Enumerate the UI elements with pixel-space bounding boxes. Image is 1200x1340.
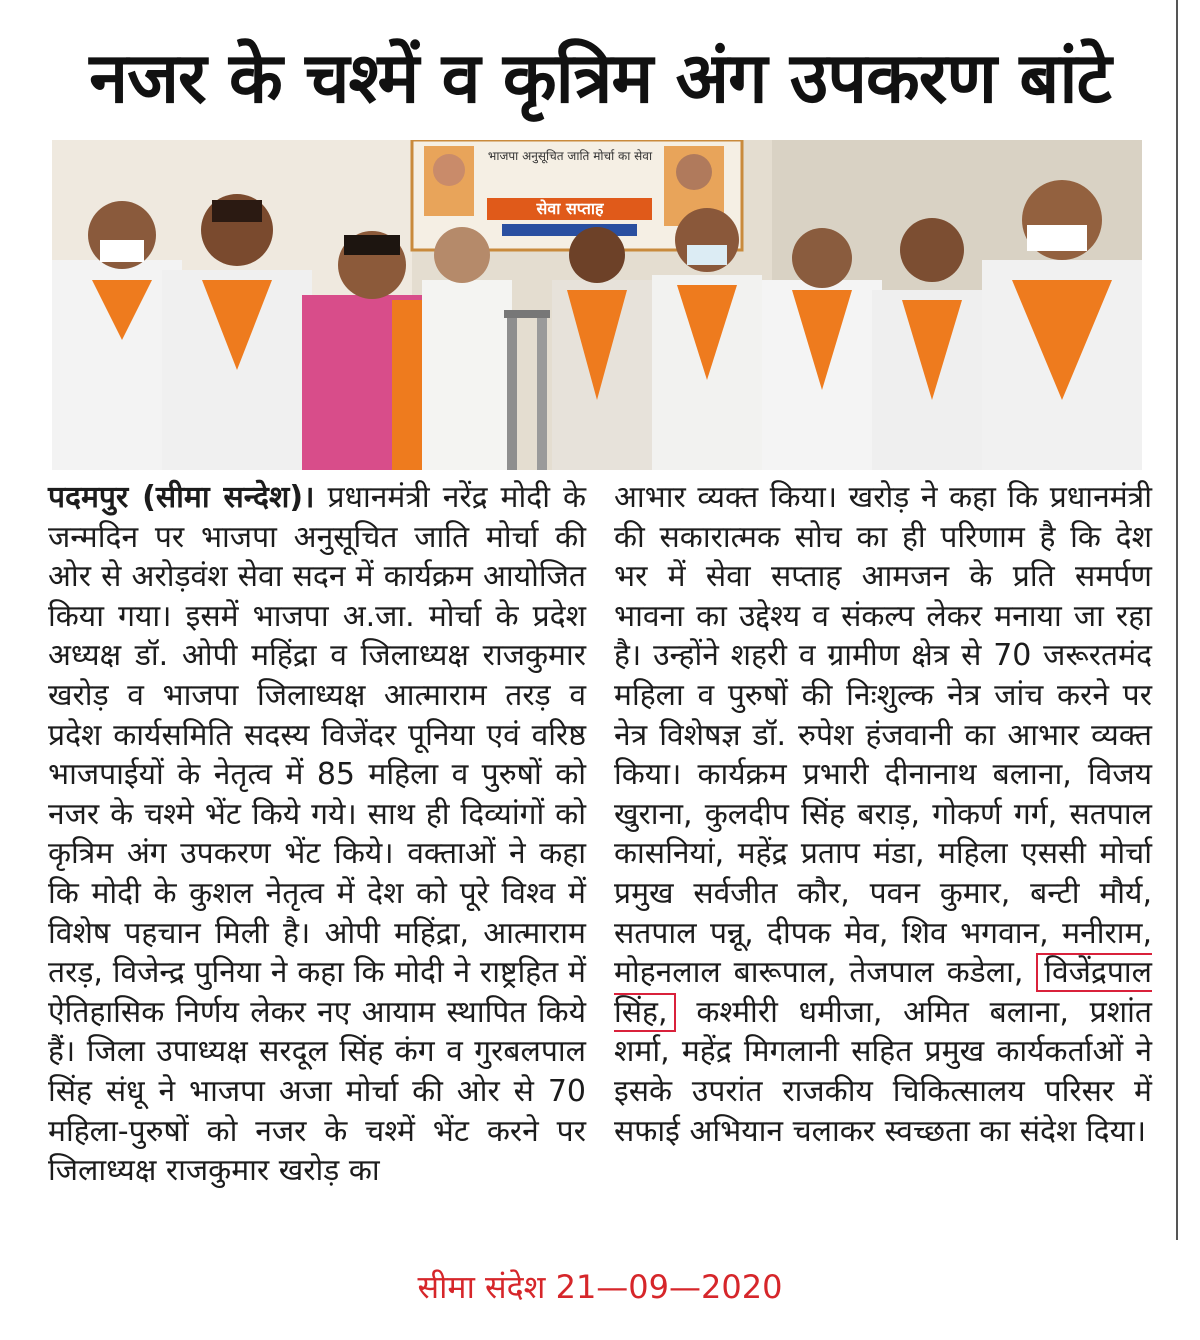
headline: नजर के चश्में व कृत्रिम अंग उपकरण बांटे <box>89 37 1111 119</box>
highlighted-name: विजेंद्रपाल सिंह, <box>614 955 1152 1030</box>
right-column-text: आभार व्यक्त किया। खरोड़ ने कहा कि प्रधानमंत्री की सकारात्मक सोच का ही परिणाम है कि देश भर में सेवा सप्ताह आमजन के प्रति समर्पण भावना का उद्देश्य व संकल्प लेकर मनाया जा रहा है। उन्होंने शहरी व ग्रामीण क्षेत्र से 70 जरूरतमंद महिला व पुरुषों की निःशुल्क नेत्र जांच करने पर नेत्र विशेषज्ञ डॉ. रुपेश हंजवानी का आभार व्यक्त किया। कार्यक्रम प्रभारी दीनानाथ बलाना, विजय खुराना, कुलदीप सिंह बराड़, गोकर्ण गर्ग, सतपाल कासनियां, महेंद्र प्रताप मंडा, महिला एससी मोर्चा प्रमुख सर्वजीत कौर, पवन कुमार, बन्टी मौर्य, सतपाल पन्नू, दीपक मेव, शिव भगवान, मनीराम, मोहनलाल बारूपाल, तेजपाल कडेला, <box>614 480 1152 991</box>
source-date-caption: सीमा संदेश 21—09—2020 <box>417 1268 783 1306</box>
group-photo-illustration <box>52 140 1142 470</box>
banner-text-line1: भाजपा अनुसूचित जाति मोर्चा का सेवा <box>487 149 653 163</box>
article-column-right <box>614 478 1152 1278</box>
article-column-left <box>48 478 586 1278</box>
banner-text-line2: सेवा सप्ताह <box>536 199 604 218</box>
right-column-text-end: कश्मीरी धमीजा, अमित बलाना, प्रशांत शर्मा, महेंद्र मिगलानी सहित प्रमुख कार्यकर्ताओं ने इसके उपरांत राजकीय चिकित्सालय परिसर में सफाई अभियान चलाकर स्वच्छता का संदेश दिया। <box>614 994 1152 1149</box>
dateline: पदमपुर (सीमा सन्देश)। <box>48 480 315 515</box>
left-column-text: प्रधानमंत्री नरेंद्र मोदी के जन्मदिन पर भाजपा अनुसूचित जाति मोर्चा की ओर से अरोड़वंश सेवा सदन में कार्यक्रम आयोजित किया गया। इसमें भाजपा अ.जा. मोर्चा के प्रदेश अध्यक्ष डॉ. ओपी महिंद्रा व जिलाध्यक्ष राजकुमार खरोड़ व भाजपा जिलाध्यक्ष आत्माराम तरड़ व प्रदेश कार्यसमिति सदस्य विजेंदर पूनिया एवं वरिष्ठ भाजपाईयों के नेतृत्व में 85 महिला व पुरुषों को नजर के चश्मे भेंट किये गये। साथ ही दिव्यांगों को कृत्रिम अंग उपकरण भेंट किये। वक्ताओं ने कहा कि मोदी के कुशल नेतृत्व में देश को पूरे विश्व में विशेष पहचान मिली है। ओपी महिंद्रा, आत्माराम तरड़, विजेन्द्र पुनिया ने कहा कि मोदी ने राष्ट्रहित में ऐतिहासिक निर्णय लेकर नए आयाम स्थापित किये हैं। जिला उपाध्यक्ष सरदूल सिंह कंग व गुरबलपाल सिंह संधू ने भाजपा अजा मोर्चा की ओर से 70 महिला-पुरुषों को नजर के चश्में भेंट करने पर जिलाध्यक्ष राजकुमार खरोड़ का <box>48 480 587 1189</box>
column-rule <box>1176 0 1178 1240</box>
news-photo <box>52 140 1142 470</box>
article-body <box>40 478 1150 1308</box>
